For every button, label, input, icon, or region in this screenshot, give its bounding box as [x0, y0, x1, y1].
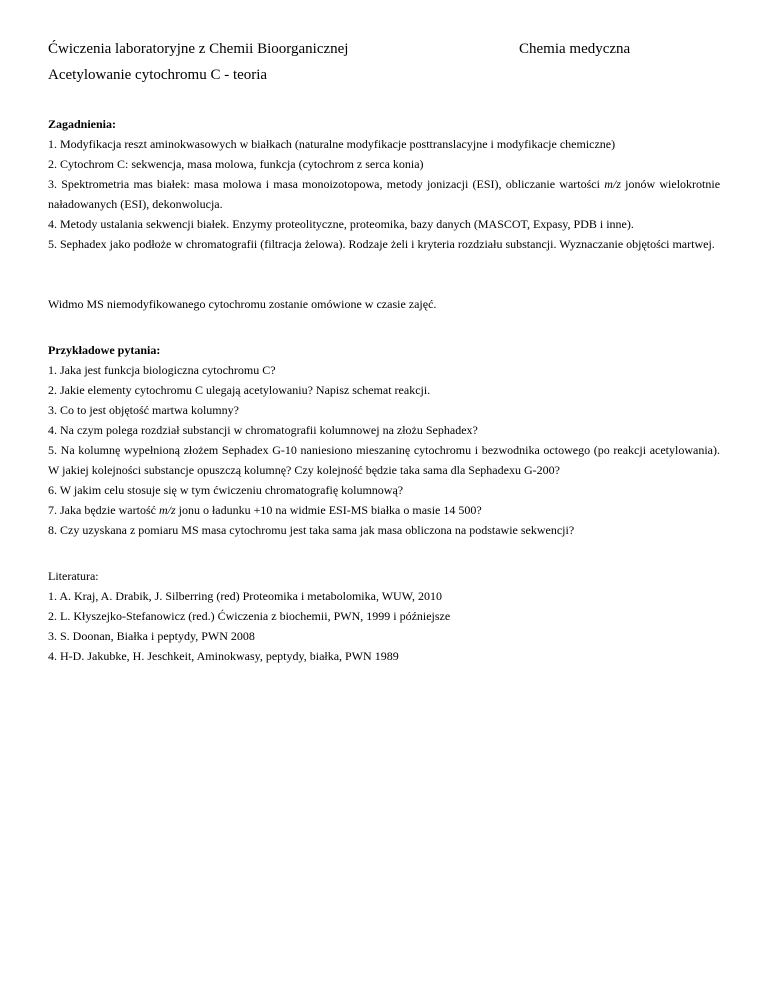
note-text: Widmo MS niemodyfikowanego cytochromu zostanie omówione w czasie zajęć. — [48, 297, 437, 311]
question-item: 4. Na czym polega rozdział substancji w chromatografii kolumnowej na złożu Sephadex? — [48, 423, 478, 437]
question-item: 2. Jakie elementy cytochromu C ulegają acetylowaniu? Napisz schemat reakcji. — [48, 383, 431, 397]
question-item-text: 7. Jaka będzie wartość — [48, 503, 156, 517]
program-title: Chemia medyczna — [519, 41, 631, 57]
topic-item: 5. Sephadex jako podłoże w chromatografii (filtracja żelowa). Rodzaje żeli i kryteria rozdziału substancji. Wyznaczanie objętości martwej. — [48, 237, 715, 251]
questions-heading: Przykładowe pytania: — [48, 343, 161, 357]
course-title: Ćwiczenia laboratoryjne z Chemii Bioorganicznej — [48, 41, 349, 57]
questions-section — [48, 340, 720, 540]
topic-item: 2. Cytochrom C: sekwencja, masa molowa, funkcja (cytochrom z serca konia) — [48, 157, 424, 171]
question-item: 1. Jaka jest funkcja biologiczna cytochromu C? — [48, 363, 276, 377]
exercise-title: Acetylowanie cytochromu C - teoria — [48, 67, 268, 83]
topic-item-text: jonów wielokrotnie naładowanych (ESI), dekonwolucja. — [48, 177, 721, 211]
literature-item: 1. A. Kraj, A. Drabik, J. Silberring (red) Proteomika i metabolomika, WUW, 2010 — [48, 589, 442, 603]
topic-item: 4. Metody ustalania sekwencji białek. Enzymy proteolityczne, proteomika, bazy danych (MASCOT, Expasy, PDB i inne). — [48, 217, 634, 231]
topic-item-text: 3. Spektrometria mas białek: masa molowa i masa monoizotopowa, metody jonizacji (ESI), obliczanie wartości — [48, 177, 600, 191]
question-item: 5. Na kolumnę wypełnioną złożem Sephadex G-10 naniesiono mieszaninę cytochromu i bezwodnika octowego (po reakcji acetylowania). W jakiej kolejności substancje opuszczą kolumnę? Czy kolejność będzie taka sama dla Sephadexu G-200? — [48, 443, 720, 477]
literature-item: 3. S. Doonan, Białka i peptydy, PWN 2008 — [48, 629, 255, 643]
literature-item: 4. H-D. Jakubke, H. Jeschkeit, Aminokwasy, peptydy, białka, PWN 1989 — [48, 649, 399, 663]
literature-section — [48, 566, 720, 666]
topic-item: 1. Modyfikacja reszt aminokwasowych w białkach (naturalne modyfikacje posttranslacyjne i modyfikacje chemiczne) — [48, 137, 616, 151]
mz-term: m/z — [604, 177, 621, 191]
question-item — [48, 500, 720, 520]
literature-heading: Literatura: — [48, 569, 99, 583]
question-item: 3. Co to jest objętość martwa kolumny? — [48, 403, 239, 417]
note-section — [48, 294, 720, 314]
topics-section — [48, 114, 720, 254]
topics-heading: Zagadnienia: — [48, 117, 117, 131]
question-item-text: jonu o ładunku +10 na widmie ESI-MS białka o masie 14 500? — [178, 503, 482, 517]
topic-item — [48, 174, 720, 214]
mz-term: m/z — [158, 503, 176, 517]
question-item: 8. Czy uzyskana z pomiaru MS masa cytochromu jest taka sama jak masa obliczona na podstawie sekwencji? — [48, 523, 575, 537]
literature-item: 2. L. Kłyszejko-Stefanowicz (red.) Ćwiczenia z biochemii, PWN, 1999 i późniejsze — [48, 609, 451, 623]
question-item: 6. W jakim celu stosuje się w tym ćwiczeniu chromatografię kolumnową? — [48, 483, 404, 497]
